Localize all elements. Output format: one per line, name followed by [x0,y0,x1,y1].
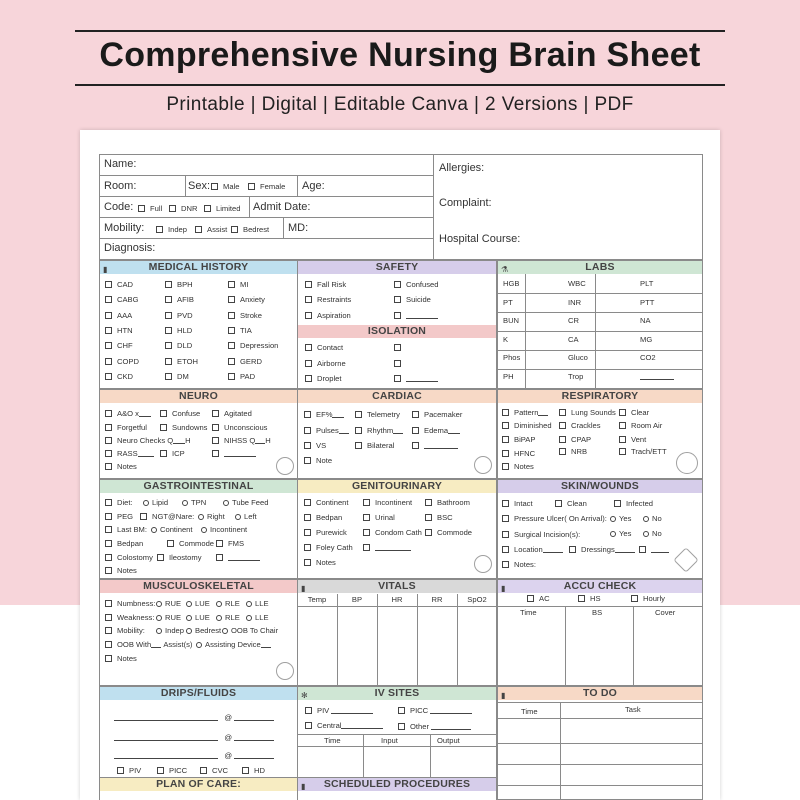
accu-cover-header: Cover [655,608,676,617]
history-dm-checkbox[interactable]: DM [165,373,189,381]
history-mi-checkbox[interactable]: MI [228,281,248,289]
numbness-checkbox[interactable]: Numbness: [105,600,155,608]
lab-bun-cell[interactable]: BUN [503,316,520,325]
history-depression-checkbox[interactable]: Depression [228,342,278,350]
history-cabg-checkbox[interactable]: CABG [105,296,139,304]
female-checkbox[interactable]: Female [248,183,285,191]
rass-checkbox[interactable]: RASS [105,450,154,458]
gu-commode-checkbox[interactable]: Commode [425,529,472,537]
airborne-checkbox[interactable]: Airborne [305,360,346,368]
weakness-rle-radio[interactable]: RLE [216,614,240,622]
pill-bottle-icon: ▮ [501,691,506,700]
drip-picc-checkbox[interactable]: PICC [157,767,187,775]
plan-header: PLAN OF CARE: [100,778,297,791]
oob-with-checkbox[interactable]: OOB With Assist(s) [105,641,192,649]
confuse-checkbox[interactable]: Confuse [160,410,200,418]
brain-sheet [80,130,720,800]
lab-hgb-cell[interactable]: HGB [503,279,520,288]
gu-notes-checkbox[interactable]: Notes [304,559,336,567]
history-htn-checkbox[interactable]: HTN [105,327,133,335]
nihss-checkbox[interactable]: NIHSS Q H [212,437,271,445]
drip-cvc-checkbox[interactable]: CVC [200,767,228,775]
drip-line-3[interactable]: @ [114,752,274,760]
vitals-spo2-header: SpO2 [467,595,487,604]
bone-icon [276,662,294,680]
history-pad-checkbox[interactable]: PAD [228,373,255,381]
ef-checkbox[interactable]: EF% [304,411,344,419]
tpn-radio[interactable]: TPN [182,499,206,507]
iv-central-checkbox[interactable]: Central [305,722,383,730]
isolation-other-checkbox[interactable] [394,375,438,383]
diminished-checkbox[interactable]: Diminished [502,422,552,430]
accu-time-header: Time [520,608,537,617]
msk-mobility-checkbox[interactable]: Mobility: [105,627,145,635]
numbness-lle-radio[interactable]: LLE [246,600,269,608]
admit-date-label[interactable]: Admit Date: [253,201,311,213]
lab-mg-cell[interactable]: MG [640,334,653,344]
full-code-checkbox[interactable]: Full [138,205,162,213]
msk-notes-checkbox[interactable]: Notes [105,655,137,663]
lipid-radio[interactable]: Lipid [143,499,168,507]
msk-header: MUSCULOSKELETAL [100,580,297,593]
neuro-other-checkbox[interactable] [212,450,256,458]
resp-notes-checkbox[interactable]: Notes [502,463,534,471]
labs-header: ⚗ LABS [498,261,702,274]
incontinent-radio[interactable]: Incontinent [201,526,247,534]
gi-commode-checkbox[interactable]: Commode [167,540,214,548]
tube-feed-radio[interactable]: Tube Feed [223,499,268,507]
gu-bedpan-checkbox[interactable]: Bedpan [304,514,342,522]
vitals-bp-header: BP [351,595,363,604]
restraints-checkbox[interactable]: Restraints [305,296,351,304]
clean-checkbox[interactable]: Clean [555,500,587,508]
indep-checkbox[interactable]: Indep [156,226,187,234]
history-stroke-checkbox[interactable]: Stroke [228,312,262,320]
infected-checkbox[interactable]: Infected [614,500,653,508]
complaint-label[interactable]: Complaint: [439,197,492,209]
bipap-checkbox[interactable]: BiPAP [502,436,535,444]
unconscious-checkbox[interactable]: Unconscious [212,424,267,432]
bilateral-checkbox[interactable]: Bilateral [355,442,394,450]
ao-checkbox[interactable]: A&O x [105,410,151,418]
weakness-checkbox[interactable]: Weakness: [105,614,154,622]
brain-icon [276,457,294,475]
iv-piv-checkbox[interactable]: PIV [305,707,373,715]
rhythm-checkbox[interactable]: Rhythm [355,427,403,435]
hospital-course-label[interactable]: Hospital Course: [439,233,521,245]
iv-header: ✻ IV SITES [298,687,496,700]
respiratory-header: RESPIRATORY [498,390,702,403]
heart-icon [474,456,492,474]
md-label[interactable]: MD: [288,222,309,234]
iv-time-header: Time [324,736,341,745]
sundowns-checkbox[interactable]: Sundowns [160,424,207,432]
ac-checkbox[interactable]: AC [527,595,550,603]
intact-checkbox[interactable]: Intact [502,500,533,508]
last-bm-checkbox[interactable]: Last BM: [105,526,147,534]
si-no-radio[interactable]: No [643,530,662,538]
cardiac-note-checkbox[interactable]: Note [304,457,332,465]
title-bottom-rule [75,84,725,86]
history-copd-checkbox[interactable]: COPD [105,358,139,366]
title-top-rule [75,30,725,32]
skin-notes-checkbox[interactable]: Notes: [502,561,536,569]
assisting-device-radio[interactable]: Assisting Device [196,641,271,649]
drips-header: DRIPS/FLUIDS [100,687,297,700]
lab-co2-cell[interactable]: CO2 [640,353,656,362]
hs-checkbox[interactable]: HS [578,595,601,603]
vs-checkbox[interactable]: VS [304,442,326,450]
dnr-checkbox[interactable]: DNR [169,205,197,213]
lab-cr-cell[interactable]: CR [568,316,579,325]
gi-notes-checkbox[interactable]: Notes [105,567,137,575]
lab-ph-cell[interactable]: PH [503,371,514,381]
agitated-checkbox[interactable]: Agitated [212,410,252,418]
history-hld-checkbox[interactable]: HLD [165,327,192,335]
lab-k-cell[interactable]: K [503,334,509,344]
iv-bag-icon: ✻ [301,691,308,700]
pulses-checkbox[interactable]: Pulses [304,427,349,435]
room-air-checkbox[interactable]: Room Air [619,422,662,430]
vitals-rr-header: RR [431,595,443,604]
surgical-incision-checkbox[interactable]: Surgical Incision(s): [502,531,580,539]
contact-checkbox[interactable]: Contact [305,344,343,352]
nrb-checkbox[interactable]: NRB [559,448,587,456]
foley-cath-checkbox[interactable]: Foley Cath [304,544,353,552]
condom-cath-checkbox[interactable]: Condom Cath [363,529,422,537]
isolation-header: ISOLATION [298,325,496,338]
safety-header: SAFETY [298,261,496,274]
medical-history-header: ▮ MEDICAL HISTORY [100,261,297,274]
msk-indep-radio[interactable]: Indep [156,627,184,635]
gu-other-checkbox[interactable] [363,544,411,552]
room-label[interactable]: Room: [104,180,137,192]
confused-checkbox[interactable]: Confused [394,281,439,289]
continent-radio[interactable]: Continent [151,526,193,534]
lab-phos-cell[interactable]: Phos [503,353,521,362]
diagnosis-label[interactable]: Diagnosis: [104,242,156,254]
neuro-checks-checkbox[interactable]: Neuro Checks Q H [105,437,191,445]
trach-checkbox[interactable]: Trach/ETT [619,448,667,456]
edema-checkbox[interactable]: Edema [412,427,460,435]
ileostomy-checkbox[interactable]: Ileostomy [157,554,202,562]
lab-gluco-cell[interactable]: Gluco [568,353,588,362]
vent-checkbox[interactable]: Vent [619,436,646,444]
todo-header: ▮ TO DO [498,687,702,700]
weakness-lle-radio[interactable]: LLE [246,614,269,622]
colostomy-checkbox[interactable]: Colostomy [105,554,153,562]
allergies-label[interactable]: Allergies: [439,162,485,174]
history-pvd-checkbox[interactable]: PVD [165,312,193,320]
microscope-icon: ⚗ [501,265,509,274]
purewick-checkbox[interactable]: Purewick [304,529,347,537]
dressings-checkbox[interactable]: Dressings [569,546,635,554]
history-tia-checkbox[interactable]: TIA [228,327,252,335]
pu-yes-radio[interactable]: Yes [610,515,631,523]
accu-bs-header: BS [592,608,603,617]
gu-incontinent-checkbox[interactable]: Incontinent [363,499,412,507]
lab-blank-cell[interactable] [640,373,674,381]
numbness-lue-radio[interactable]: LUE [186,600,210,608]
aspiration-checkbox[interactable]: Aspiration [305,312,351,320]
assist-checkbox[interactable]: Assist [195,226,227,234]
drip-line-2[interactable]: @ [114,734,274,742]
history-gerd-checkbox[interactable]: GERD [228,358,262,366]
drip-hd-checkbox[interactable]: HD [242,767,265,775]
lab-plt-cell[interactable]: PLT [640,279,654,288]
diet-checkbox[interactable]: Diet: [105,499,133,507]
name-label[interactable]: Name: [104,158,137,170]
history-etoh-checkbox[interactable]: ETOH [165,358,198,366]
right-radio[interactable]: Right [198,513,225,521]
hourly-checkbox[interactable]: Hourly [631,595,665,603]
msk-bedrest-radio[interactable]: Bedrest [186,627,221,635]
pattern-checkbox[interactable]: Pattern [502,409,548,417]
calendar-icon: ▮ [301,782,306,791]
thermometer-icon: ▮ [301,584,306,593]
drip-piv-checkbox[interactable]: PIV [117,767,141,775]
peg-checkbox[interactable]: PEG [105,513,133,521]
iv-other-checkbox[interactable]: Other [398,723,471,731]
fms-checkbox[interactable]: FMS [216,540,244,548]
isolation-blank-2[interactable] [394,360,406,368]
page-title: Comprehensive Nursing Brain Sheet [99,36,701,74]
isolation-blank-1[interactable] [394,344,406,352]
fall-risk-checkbox[interactable]: Fall Risk [305,281,346,289]
icp-checkbox[interactable]: ICP [160,450,185,458]
bedrest-checkbox[interactable]: Bedrest [231,226,269,234]
numbness-rue-radio[interactable]: RUE [156,600,181,608]
numbness-rle-radio[interactable]: RLE [216,600,240,608]
hfnc-checkbox[interactable]: HFNC [502,450,535,458]
clear-checkbox[interactable]: Clear [619,409,649,417]
lab-ptt-cell[interactable]: PTT [640,297,655,307]
history-anxiety-checkbox[interactable]: Anxiety [228,296,265,304]
crackles-checkbox[interactable]: Crackles [559,422,601,430]
iv-picc-checkbox[interactable]: PICC [398,707,472,715]
telemetry-checkbox[interactable]: Telemetry [355,411,400,419]
left-radio[interactable]: Left [235,513,257,521]
lab-na-cell[interactable]: NA [640,316,651,325]
clipboard-icon: ▮ [103,265,108,274]
todo-task-header: Task [625,705,641,714]
oob-chair-radio[interactable]: OOB To Chair [222,627,278,635]
mobility-label: Mobility: [104,222,145,234]
gu-continent-checkbox[interactable]: Continent [304,499,349,507]
lab-pt-cell[interactable]: PT [503,297,513,307]
male-checkbox[interactable]: Male [211,183,239,191]
iv-input-header: Input [381,736,398,745]
vitals-temp-header: Temp [307,595,327,604]
lab-inr-cell[interactable]: INR [568,297,582,307]
procedures-header: ▮ SCHEDULED PROCEDURES [298,778,496,791]
ngt-checkbox[interactable]: NGT [140,513,168,521]
neuro-header: NEURO [100,390,297,403]
skin-header: SKIN/WOUNDS [498,480,702,493]
history-afib-checkbox[interactable]: AFIB [165,296,194,304]
glucometer-icon: ▮ [501,584,506,593]
cardiac-other-checkbox[interactable] [412,442,458,450]
bsc-checkbox[interactable]: BSC [425,514,453,522]
cpap-checkbox[interactable]: CPAP [559,436,591,444]
todo-time-header: Time [521,707,538,716]
iv-output-header: Output [437,736,460,745]
history-bph-checkbox[interactable]: BPH [165,281,193,289]
skin-other-checkbox[interactable] [639,546,669,554]
vitals-header: ▮ VITALS [298,580,496,593]
lab-trop-cell[interactable]: Trop [568,371,584,381]
pacemaker-checkbox[interactable]: Pacemaker [412,411,462,419]
lungs-icon [676,452,698,474]
gi-header: GASTROINTESTINAL [100,480,297,493]
cardiac-header: CARDIAC [298,390,496,403]
accu-header: ▮ ACCU CHECK [498,580,702,593]
forgetful-checkbox[interactable]: Forgetful [105,424,147,432]
lab-ca-cell[interactable]: CA [568,334,579,344]
history-aaa-checkbox[interactable]: AAA [105,312,132,320]
pu-no-radio[interactable]: No [643,515,662,523]
neuro-notes-checkbox[interactable]: Notes [105,463,137,471]
history-chf-checkbox[interactable]: CHF [105,342,133,350]
bathroom-checkbox[interactable]: Bathroom [425,499,470,507]
si-yes-radio[interactable]: Yes [610,530,631,538]
weakness-lue-radio[interactable]: LUE [186,614,210,622]
drip-line-1[interactable]: @ [114,714,274,722]
page-subtitle: Printable | Digital | Editable Canva | 2 Versions | PDF [166,94,634,115]
history-cad-checkbox[interactable]: CAD [105,281,133,289]
suicide-checkbox[interactable]: Suicide [394,296,431,304]
lab-wbc-cell[interactable]: WBC [568,279,586,288]
limited-checkbox[interactable]: Limited [204,205,240,213]
urinal-checkbox[interactable]: Urinal [363,514,395,522]
kidney-icon [474,555,492,573]
nare-label: @Nare: [168,512,195,521]
droplet-checkbox[interactable]: Droplet [305,375,341,383]
gu-header: GENITOURINARY [298,480,496,493]
code-label: Code: [104,201,134,213]
location-checkbox[interactable]: Location [502,546,563,554]
sex-label: Sex: [188,180,211,192]
safety-other-checkbox[interactable] [394,312,438,320]
history-dld-checkbox[interactable]: DLD [165,342,192,350]
gi-bedpan-checkbox[interactable]: Bedpan [105,540,143,548]
vitals-hr-header: HR [391,595,403,604]
age-label[interactable]: Age: [302,180,325,192]
lung-sounds-checkbox[interactable]: Lung Sounds [559,409,616,417]
history-ckd-checkbox[interactable]: CKD [105,373,133,381]
gi-other-checkbox[interactable] [216,554,260,562]
pressure-ulcer-checkbox[interactable]: Pressure Ulcer( On Arrival): [502,515,607,523]
weakness-rue-radio[interactable]: RUE [156,614,181,622]
